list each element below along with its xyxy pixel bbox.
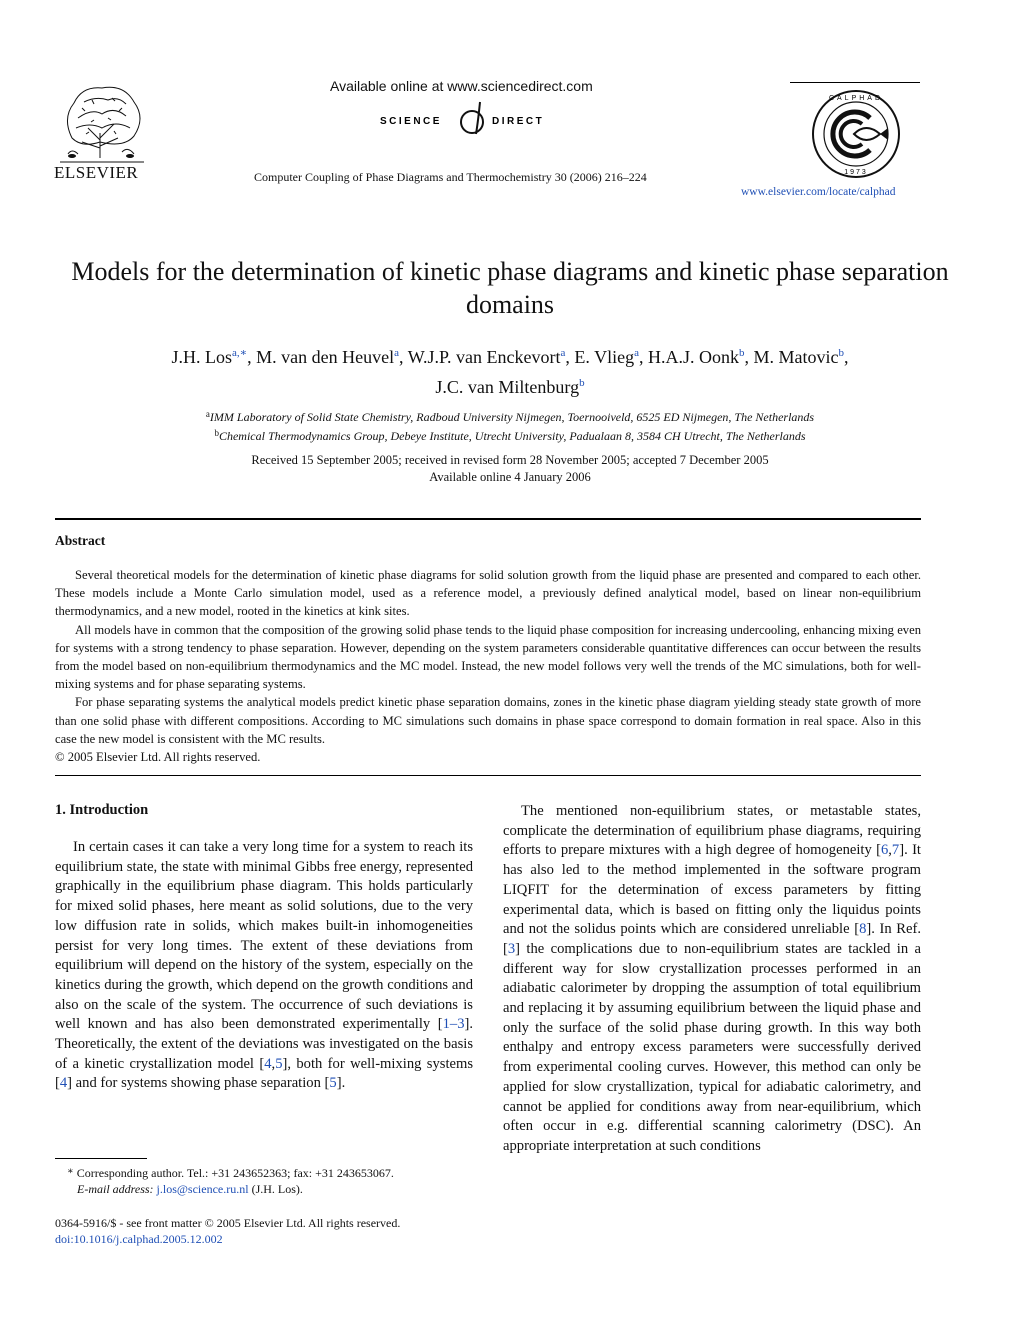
front-matter-line: 0364-5916/$ - see front matter © 2005 Elsevier Ltd. All rights reserved. <box>55 1216 401 1230</box>
body-text: In certain cases it can take a very long time for a system to reach its equilibrium state, the state with minimal Gibbs free energy, represented graphically in the equilibrium phase diagram. This holds particularly for mixed solid phases, here meant as solid solutions, due to the very low diffusion rate in solids, which makes built-in inhomogeneities persist for very long times. The extent of these deviations from equilibrium will depend on the history of the system, especially on the kinetics during the growth, which depend on the growth conditions and also on the scale of the system. The occurrence of such deviations is well known and has also been demonstrated experimentally [ <box>55 839 473 1033</box>
doi-link[interactable]: doi:10.1016/j.calphad.2005.12.002 <box>55 1232 223 1246</box>
citation-link[interactable]: 5 <box>275 1055 283 1072</box>
author-separator: , <box>744 347 754 367</box>
footnote-rule <box>55 1158 147 1159</box>
email-label: E-mail address: <box>77 1182 154 1196</box>
abstract-copyright: © 2005 Elsevier Ltd. All rights reserved. <box>55 750 261 765</box>
affiliation-text: IMM Laboratory of Solid State Chemistry, Radboud University Nijmegen, Toernooiveld, 6525 ED Nijmegen, The Netherlands <box>209 410 815 424</box>
author-list <box>40 340 980 400</box>
affiliation-mark: b <box>214 428 219 438</box>
author-name: E. Vlieg <box>574 347 635 367</box>
available-online-date: Available online 4 January 2006 <box>429 470 591 484</box>
author-affiliation-mark[interactable]: b <box>738 347 745 359</box>
available-online-line: Available online at www.sciencedirect.com <box>330 78 593 94</box>
author-name: W.J.P. van Enckevort <box>407 347 561 367</box>
author-affiliation-mark[interactable]: b <box>838 347 844 359</box>
sciencedirect-logo <box>380 100 570 140</box>
citation-link[interactable]: 1–3 <box>442 1016 465 1033</box>
affiliation-a <box>40 406 980 425</box>
author-name: J.H. Los <box>171 347 233 367</box>
article-history <box>40 452 980 486</box>
abstract-paragraph: For phase separating systems the analytical models predict kinetic phase separation domains, zones in the kinetic phase diagram yielding steady state growth of more than one solid phase with different compositions. According to MC simulations such domains in phase space correspond to domain formation in real space. Also in this case the new model is consistent with the MC results. <box>55 695 921 746</box>
abstract-body <box>55 566 921 766</box>
author-separator: , <box>247 347 257 367</box>
author-affiliation-mark[interactable]: a <box>560 347 566 359</box>
author-name: J.C. van Miltenburg <box>435 377 580 397</box>
abstract-paragraph: Several theoretical models for the determination of kinetic phase diagrams for solid solution growth from the liquid phase are presented and compared to each other. These models include a Monte Carlo simulation model, used as a reference model, a previously defined analytical model, based on linear non-equilibrium thermodynamics, and a new model, rooted in the kinetics at kink sites. <box>55 568 921 619</box>
body-text: ]. Theoretically, the extent of the deviations was investigated on the basis of a kinetic crystallization model [ <box>55 1016 473 1072</box>
sd-left-text: SCIENCE <box>380 116 442 127</box>
section-heading: 1. Introduction <box>55 802 149 818</box>
publisher-name: ELSEVIER <box>54 163 139 182</box>
body-text: ]. It has also led to the method implemented in the software program LIQFIT for the determination of excess parameters by fitting experimental data, which is based on fitting only the liquidus points and not the solidus points which are considered unreliable [ <box>503 842 921 938</box>
citation-link[interactable]: 4 <box>264 1055 272 1072</box>
corresponding-author-footnote <box>55 1164 475 1197</box>
journal-homepage-link[interactable]: www.elsevier.com/locate/calphad <box>741 186 896 198</box>
calphad-year-text: 1973 <box>844 169 868 176</box>
citation-link[interactable]: 5 <box>329 1075 337 1092</box>
author-separator: , <box>399 347 408 367</box>
abstract-paragraph: All models have in common that the composition of the growing solid phase tends to the liquid phase composition for increasing undercooling, enhancing mixing even for systems with a strong tendency to phase separation. However, depending on the system parameters considerable quantitative differences can occur between the results from the model based on non-equilibrium thermodynamics and the MC model. Instead, the new model follows very well the trends of the MC simulations, both for well-mixing systems and for phase separating systems. <box>55 622 921 692</box>
sd-right-text: DIRECT <box>492 116 545 127</box>
author-affiliation-mark[interactable]: a,∗ <box>232 347 248 359</box>
body-text: ] and for systems showing phase separation [ <box>67 1075 330 1092</box>
body-text: ]. In Ref. [ <box>503 921 921 957</box>
calphad-logo <box>810 88 902 180</box>
author-name: M. van den Heuvel <box>256 347 395 367</box>
body-text: ]. <box>336 1075 346 1092</box>
affiliation-text: Chemical Thermodynamics Group, Debeye Institute, Utrecht University, Padualaan 8, 3584 CH Utrecht, The Netherlands <box>218 429 806 443</box>
affiliation-b <box>40 425 980 444</box>
abstract-heading: Abstract <box>55 533 106 548</box>
citation-link[interactable]: 7 <box>891 842 900 859</box>
intro-right-column: The mentioned non-equilibrium states, or metastable states, complicate the determination of equilibrium phase diagrams, requiring efforts to prepare mixtures with a high degree of homogeneity [6,7]. It has also led to the method implemented in the software program LIQFIT for the determination of excess parameters by fitting experimental data, which is based on fitting only the liquidus points and not the solidus points which are considered unreliable [8]. In Ref. [3] the complications due to non-equilibrium states are tackled in a different way for slow crystallization processes performed in an adiabatic calorimeter by dropping the assumption of total equilibrium and replacing it by assuming equilibrium between the liquid phase and only the surface of the solid phase during growth. In this way both enthalpy and entropy excess parameters were successfully derived from experimental cooling curves. However, this method can only be applied for slow crystallization, typical for adiabatic calorimetry, and cannot be applied for conditions away from near-equilibrium, which often occur in e.g. differential scanning calorimetry (DSC). An appropriate interpretation at such conditions <box>503 803 921 1154</box>
citation-link[interactable]: 3 <box>507 940 516 957</box>
body-text: The mentioned non-equilibrium states, or metastable states, complicate the determination of equilibrium phase diagrams, requiring efforts to prepare mixtures with a high degree of homogeneity [ <box>503 803 921 859</box>
email-suffix: (J.H. Los). <box>251 1182 303 1196</box>
abstract-top-rule <box>55 518 921 520</box>
author-name: M. Matovic <box>753 347 839 367</box>
author-affiliation-mark[interactable]: a <box>394 347 399 359</box>
footnote-text: Corresponding author. Tel.: +31 243652363; fax: +31 243653067. <box>76 1166 394 1180</box>
author-separator: , <box>843 347 849 367</box>
citation-link[interactable]: 4 <box>59 1075 68 1092</box>
citation-link[interactable]: 8 <box>859 921 867 938</box>
footnote-mark: ∗ <box>67 1166 74 1177</box>
body-text: ] the complications due to non-equilibrium states are tackled in a different way for slow crystallization processes performed in an adiabatic calorimeter by dropping the assumption of total equilibrium and replacing it by assuming equilibrium between the liquid phase and only the surface of the solid phase during growth. In this way both enthalpy and entropy excess parameters were successfully derived from experimental cooling curves. However, this method can only be applied for slow crystallization, typical for adiabatic calorimetry, and cannot be applied for conditions away from near-equilibrium, which often occur in e.g. differential scanning calorimetry (DSC). An appropriate interpretation at such conditions <box>503 940 921 1154</box>
calphad-ring-text: CALPHAD <box>828 95 884 102</box>
issn-block <box>55 1215 400 1247</box>
citation-link[interactable]: 6 <box>880 842 889 859</box>
affiliation-mark: a <box>205 409 210 419</box>
author-separator: , <box>638 347 648 367</box>
affiliations <box>40 406 980 444</box>
author-separator: , <box>565 347 575 367</box>
intro-left-column: In certain cases it can take a very long time for a system to reach its equilibrium state, the state with minimal Gibbs free energy, represented graphically in the equilibrium phase diagram. This holds particularly for mixed solid phases, here meant as solid solutions, due to the very low diffusion rate in solids, which makes built-in inhomogeneities persist for very long times. The extent of these deviations from equilibrium will depend on the history of the system, especially on the kinetics during the growth, which depend on the growth conditions and also on the scale of the system. The occurrence of such deviations is well known and has also been demonstrated experimentally [1–3]. Theoretically, the extent of the deviations was investigated on the basis of a kinetic crystallization model [4,5], both for well-mixing systems [4] and for systems showing phase separation [5]. <box>55 839 474 1092</box>
received-dates: Received 15 September 2005; received in revised form 28 November 2005; accepted 7 December 2005 <box>251 453 769 467</box>
journal-citation: Computer Coupling of Phase Diagrams and Thermochemistry 30 (2006) 216–224 <box>254 170 647 184</box>
body-text: ], both for well-mixing systems [ <box>55 1055 474 1092</box>
article-title: Models for the determination of kinetic phase diagrams and kinetic phase separation domains <box>71 257 949 319</box>
email-link[interactable]: j.los@science.ru.nl <box>156 1182 249 1196</box>
author-affiliation-mark[interactable]: a <box>634 347 639 359</box>
abstract-bottom-rule <box>55 775 921 776</box>
author-name: H.A.J. Oonk <box>647 347 739 367</box>
author-affiliation-mark[interactable]: b <box>579 377 585 389</box>
